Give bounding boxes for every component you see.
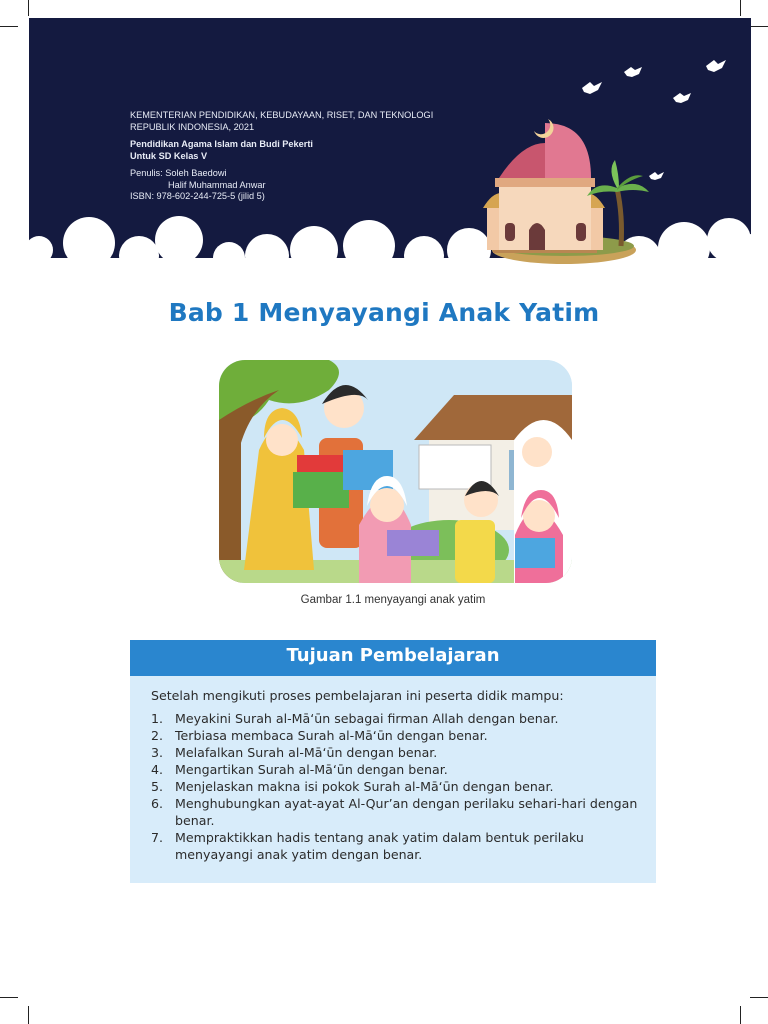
goal-number: 2.	[151, 728, 164, 743]
goal-text: Menjelaskan makna isi pokok Surah al-Mā‘ūn dengan benar.	[175, 779, 554, 794]
learning-goals-box	[130, 640, 656, 883]
chapter-illustration	[219, 360, 572, 583]
crop-mark	[28, 1006, 29, 1024]
book-grade: Untuk SD Kelas V	[130, 150, 208, 161]
learning-goals-list	[151, 710, 641, 863]
author-line: Penulis: Soleh Baedowi	[130, 168, 227, 178]
goal-text: Melafalkan Surah al-Mā‘ūn dengan benar.	[175, 745, 438, 760]
learning-goal-item	[151, 744, 641, 761]
learning-goal-item	[151, 778, 641, 795]
crop-mark	[740, 1006, 741, 1024]
chapter-title: Bab 1 Menyayangi Anak Yatim	[168, 298, 600, 327]
crop-mark	[0, 997, 18, 998]
book-title: Pendidikan Agama Islam dan Budi Pekerti	[130, 139, 313, 149]
learning-goals-header: Tujuan Pembelajaran	[130, 640, 656, 676]
goal-number: 4.	[151, 762, 164, 777]
goal-text: Menghubungkan ayat-ayat Al-Qur’an dengan perilaku sehari-hari dengan benar.	[175, 796, 638, 828]
author-line-2: Halif Muhammad Anwar	[168, 179, 266, 190]
goal-number: 5.	[151, 779, 164, 794]
goal-number: 6.	[151, 796, 164, 811]
goal-number: 1.	[151, 711, 164, 726]
crop-mark	[750, 26, 768, 27]
learning-goal-item	[151, 829, 641, 863]
crop-mark	[0, 26, 18, 27]
goal-text: Meyakini Surah al-Mā‘ūn sebagai firman Allah dengan benar.	[175, 711, 559, 726]
learning-goal-item	[151, 727, 641, 744]
figure-caption: Gambar 1.1 menyayangi anak yatim	[300, 594, 486, 606]
goal-number: 3.	[151, 745, 164, 760]
learning-goal-item	[151, 795, 641, 829]
chapter-header-banner	[29, 18, 751, 298]
publisher-line: KEMENTERIAN PENDIDIKAN, KEBUDAYAAN, RISET, DAN TEKNOLOGI	[130, 110, 434, 120]
publisher-info	[130, 110, 433, 203]
crop-mark	[740, 0, 741, 16]
publisher-line: REPUBLIK INDONESIA, 2021	[130, 121, 255, 132]
goal-text: Mempraktikkan hadis tentang anak yatim dalam bentuk perilaku menyayangi anak yatim dengan benar.	[175, 830, 584, 862]
crop-mark	[28, 0, 29, 16]
learning-goal-item	[151, 710, 641, 727]
children-sharing-illustration	[219, 360, 572, 583]
learning-goals-intro: Setelah mengikuti proses pembelajaran ini peserta didik mampu:	[151, 688, 564, 703]
goal-text: Terbiasa membaca Surah al-Mā‘ūn dengan benar.	[175, 728, 488, 743]
goal-number: 7.	[151, 830, 164, 845]
crop-mark	[750, 997, 768, 998]
goal-text: Mengartikan Surah al-Mā‘ūn dengan benar.	[175, 762, 448, 777]
learning-goal-item	[151, 761, 641, 778]
isbn: ISBN: 978-602-244-725-5 (jilid 5)	[130, 191, 265, 201]
